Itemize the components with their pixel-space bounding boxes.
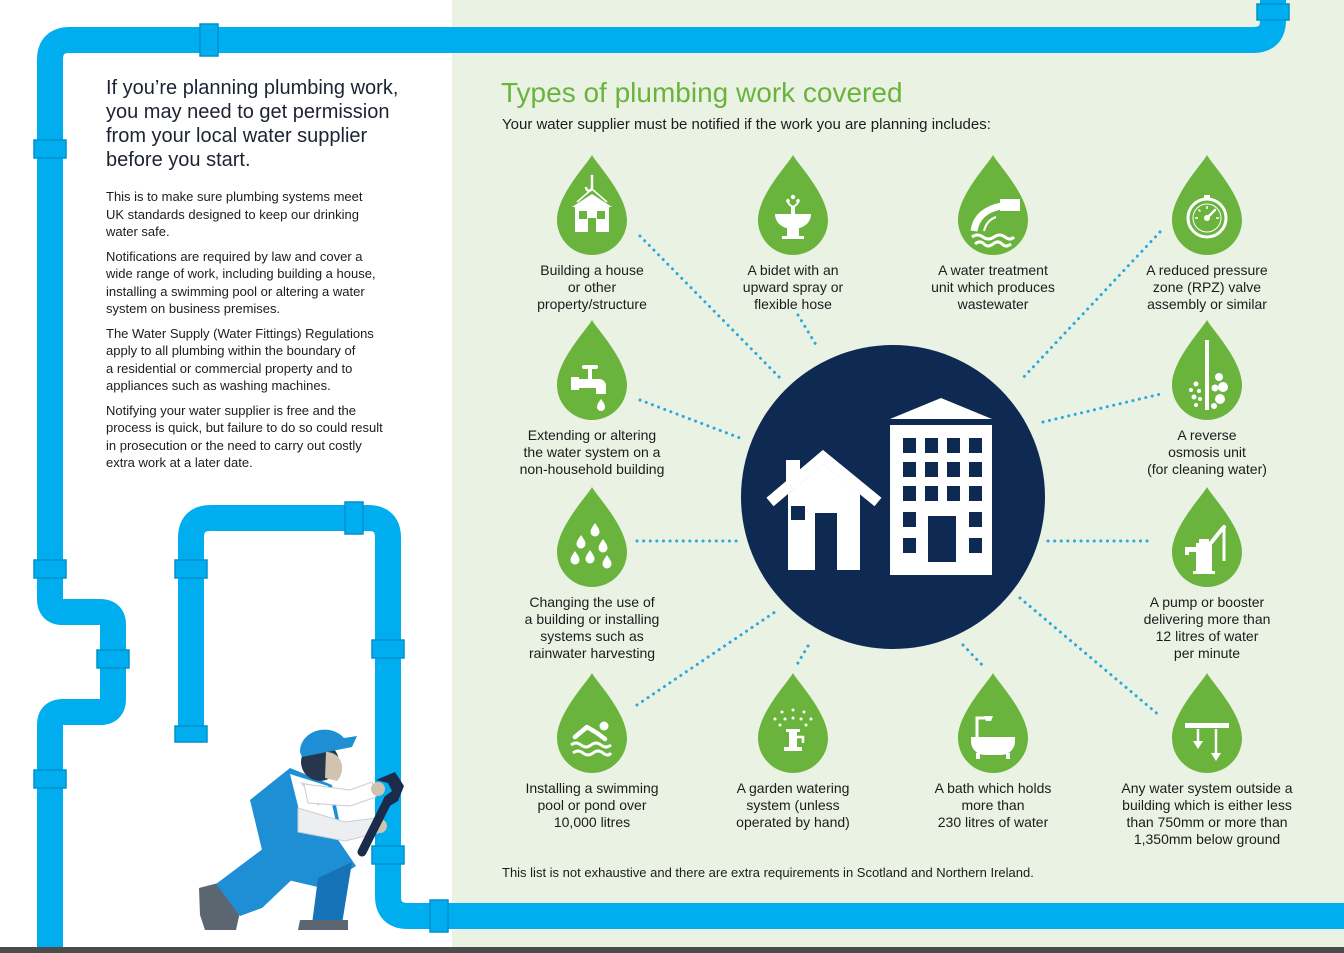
- item-label: [1097, 594, 1317, 662]
- section-title: Types of plumbing work covered: [501, 77, 903, 108]
- text-line: 10,000 litres: [553, 814, 631, 830]
- water-drop: [758, 673, 828, 773]
- text-line: pool or pond over: [537, 797, 647, 813]
- text-line: This is to make sure plumbing systems meet: [106, 189, 363, 204]
- text-line: A reduced pressure: [1146, 262, 1268, 278]
- text-line: A garden watering: [736, 780, 850, 796]
- text-line: Notifying your water supplier is free and the: [106, 402, 357, 418]
- text-line: system on business premises.: [106, 301, 281, 316]
- water-drop: [1172, 320, 1242, 420]
- text-line: 12 litres of water: [1155, 628, 1259, 644]
- text-line: unit which produces: [931, 279, 1055, 295]
- text-line: A bidet with an: [747, 262, 839, 278]
- text-line: UK standards designed to keep our drinking: [106, 206, 359, 222]
- text-line: more than: [961, 797, 1025, 813]
- item-rpz-valve: [1097, 155, 1317, 313]
- text-line: building which is either less: [1122, 797, 1292, 813]
- text-line: the water system on a: [523, 444, 661, 460]
- item-label: [482, 594, 702, 662]
- water-drop: [557, 155, 627, 255]
- text-line: before you start.: [106, 149, 251, 171]
- text-line: A water treatment: [938, 262, 1048, 278]
- text-line: A pump or booster: [1149, 594, 1265, 610]
- text-line: a residential or commercial property and to: [106, 360, 353, 376]
- text-line: Building a house: [540, 262, 644, 278]
- water-drop: [958, 673, 1028, 773]
- text-line: zone (RPZ) valve: [1152, 279, 1262, 295]
- text-line: or other: [567, 279, 617, 295]
- text-line: upward spray or: [742, 279, 844, 295]
- text-line: than 750mm or more than: [1126, 814, 1288, 830]
- water-drop: [1172, 487, 1242, 587]
- text-line: from your local water supplier: [106, 125, 368, 147]
- water-drop: [758, 155, 828, 255]
- text-line: installing a swimming pool or altering a water: [106, 283, 365, 299]
- text-line: non-household building: [519, 461, 665, 477]
- text-line: wastewater: [957, 296, 1029, 312]
- text-line: system (unless: [746, 797, 840, 813]
- plumber-illustration: [199, 730, 404, 930]
- item-label: [683, 262, 903, 313]
- text-line: process is quick, but failure to do so could result: [106, 420, 383, 435]
- item-garden-watering: [683, 673, 903, 831]
- text-line: assembly or similar: [1147, 296, 1267, 312]
- text-line: osmosis unit: [1168, 444, 1246, 460]
- text-line: flexible hose: [754, 296, 832, 312]
- intro-paragraph: [106, 248, 436, 318]
- intro-body: [106, 188, 436, 479]
- item-underground-water-system: [1097, 673, 1317, 848]
- item-swimming-pool: [482, 673, 702, 831]
- text-line: in prosecution or the need to carry out costly: [106, 437, 362, 453]
- item-pump-booster: [1097, 487, 1317, 662]
- text-line: operated by hand): [736, 814, 850, 830]
- bottom-border: [0, 947, 1344, 953]
- item-label: [883, 262, 1103, 313]
- item-label: [482, 427, 702, 478]
- text-line: 1,350mm below ground: [1133, 831, 1281, 847]
- text-line: property/structure: [537, 296, 647, 312]
- text-line: Extending or altering: [527, 427, 657, 443]
- item-non-household-water-system: [482, 320, 702, 478]
- item-building-house: [482, 155, 702, 313]
- intro-heading: [106, 76, 436, 172]
- text-line: Notifications are required by law and cover a: [106, 248, 363, 264]
- text-line: (for cleaning water): [1147, 461, 1267, 477]
- item-bath: [883, 673, 1103, 831]
- text-line: A reverse: [1177, 427, 1237, 443]
- item-water-treatment: [883, 155, 1103, 313]
- text-line: you may need to get permission: [106, 101, 390, 123]
- intro-paragraph: [106, 402, 436, 472]
- intro-paragraph: [106, 188, 436, 241]
- item-rainwater-harvesting: [482, 487, 702, 662]
- item-label: [482, 262, 702, 313]
- text-line: Installing a swimming: [525, 780, 659, 796]
- text-line: rainwater harvesting: [528, 645, 656, 661]
- central-hub: [741, 345, 1045, 649]
- water-drop: [557, 320, 627, 420]
- section-subtitle: Your water supplier must be notified if the work you are planning includes:: [502, 116, 991, 133]
- text-line: apply to all plumbing within the boundary of: [106, 343, 356, 358]
- item-bidet: [683, 155, 903, 313]
- text-line: Changing the use of: [529, 594, 655, 610]
- text-line: a building or installing: [524, 611, 660, 627]
- text-line: delivering more than: [1143, 611, 1271, 627]
- item-label: [883, 780, 1103, 831]
- item-label: [1097, 427, 1317, 478]
- footnote: This list is not exhaustive and there are extra requirements in Scotland and Northern Ireland.: [502, 865, 1034, 880]
- water-drop: [1172, 673, 1242, 773]
- text-line: A bath which holds: [934, 780, 1052, 796]
- text-line: The Water Supply (Water Fittings) Regulations: [106, 325, 374, 341]
- text-line: 230 litres of water: [937, 814, 1049, 830]
- intro-paragraph: [106, 325, 436, 395]
- water-drop: [557, 673, 627, 773]
- item-label: [1097, 780, 1317, 848]
- item-label: [482, 780, 702, 831]
- text-line: systems such as: [540, 628, 644, 644]
- text-line: wide range of work, including building a house,: [106, 266, 376, 281]
- item-reverse-osmosis: [1097, 320, 1317, 478]
- water-drop: [1172, 155, 1242, 255]
- water-drop: [958, 155, 1028, 255]
- text-line: If you’re planning plumbing work,: [106, 77, 399, 99]
- item-label: [1097, 262, 1317, 313]
- text-line: water safe.: [106, 224, 170, 239]
- text-line: appliances such as washing machines.: [106, 378, 331, 393]
- item-label: [683, 780, 903, 831]
- text-line: per minute: [1173, 645, 1241, 661]
- text-line: Any water system outside a: [1121, 780, 1293, 796]
- water-drop: [557, 487, 627, 587]
- text-line: extra work at a later date.: [106, 455, 253, 470]
